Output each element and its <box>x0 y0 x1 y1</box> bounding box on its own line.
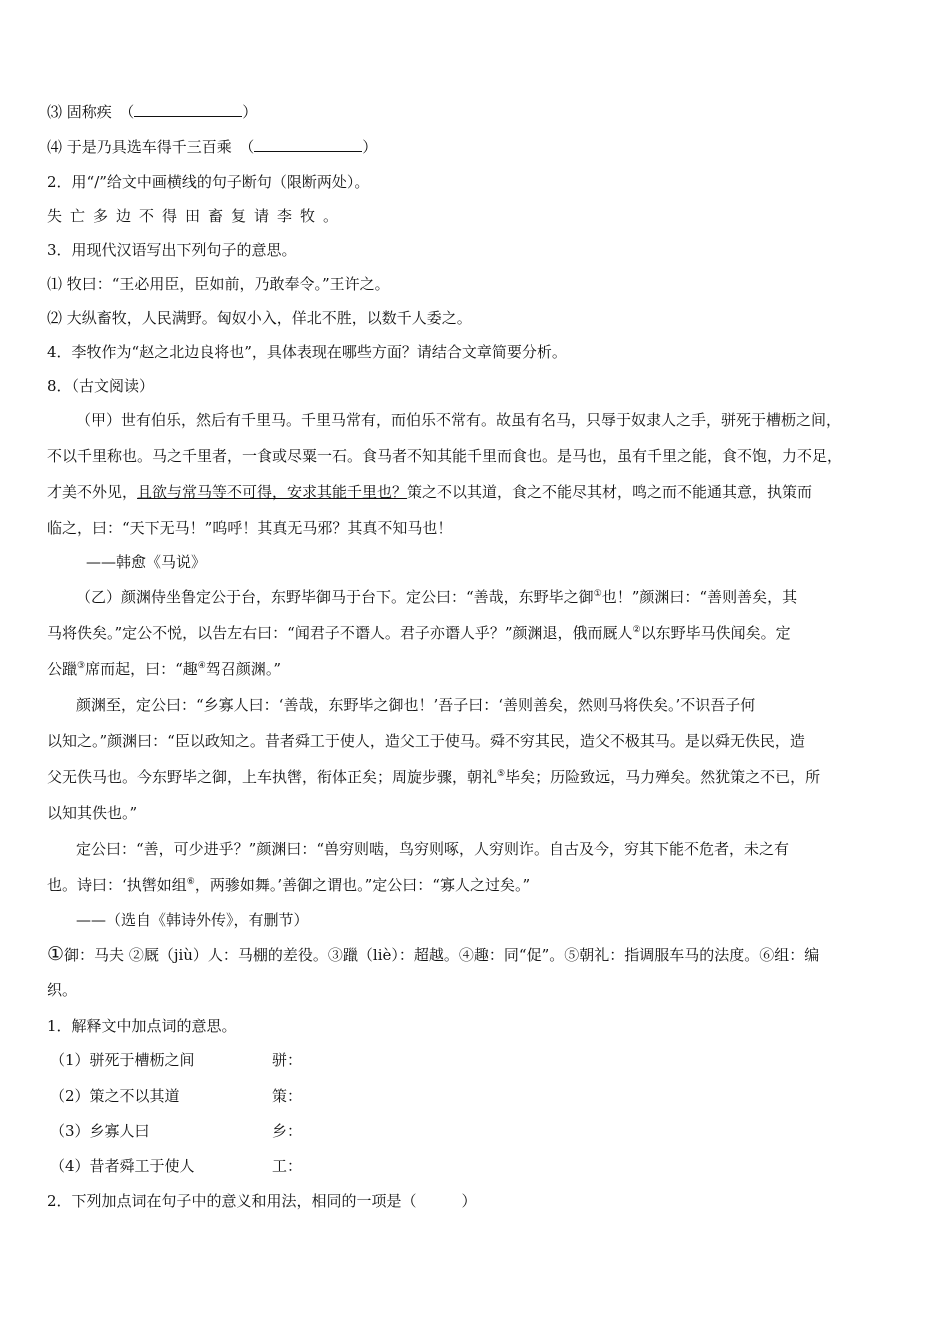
q8-question-2: 2．下列加点词在句子中的意义和用法，相同的一项是（ ） <box>47 1192 477 1210</box>
passage-yi-line: 马将佚矣。”定公不悦，以告左右曰：“闻君子不谮人。君子亦谮人乎？”颜渊退，俄而厩人②以东野毕马佚闻矣。定 <box>47 624 791 642</box>
passage-yi-line: 公躐③席而起，曰：“趣④驾召颜渊。” <box>47 660 282 678</box>
footnote-ref: ④ <box>197 661 206 671</box>
passage-jia-line: 才美不外见，且欲与常马等不可得，安求其能千里也？策之不以其道，食之不能尽其材，鸣之而不能通其意，执策而 <box>47 483 813 501</box>
answer-blank[interactable] <box>134 102 242 117</box>
q7-item3: ⑶ 固称疾 （ ） <box>47 103 258 121</box>
q7-punctuation-sentence: 失亡多边不得田畜复请李牧。 <box>47 207 347 225</box>
footnote-ref: ③ <box>77 661 86 671</box>
q8-question-1: 1．解释文中加点词的意思。 <box>47 1017 237 1035</box>
q8-word-item: （3）乡寡人曰 乡： <box>50 1122 303 1140</box>
passage-jia-line: 临之，曰：“天下无马！”呜呼！其真无马邪？其真不知马也！ <box>47 519 453 537</box>
footnotes-cont: 织。 <box>47 981 78 999</box>
passage-jia-line: 不以千里称也。马之千里者，一食或尽粟一石。食马者不知其能千里而食也。是马也，虽有千里之能，食不饱，力不足， <box>47 447 843 465</box>
passage-yi-line: 父无佚马也。今东野毕之御，上车执辔，衔体正矣；周旋步骤，朝礼⑤毕矣；历险致远，马力殚矣。然犹策之不已，所 <box>47 768 821 786</box>
q7-question-3: 3．用现代汉语写出下列句子的意思。 <box>47 241 297 259</box>
q7-question-2: 2．用“/”给文中画横线的句子断句（限断两处）。 <box>47 173 370 191</box>
footnote-ref: ① <box>593 589 602 599</box>
underlined-sentence: 且欲与常马等不可得，安求其能千里也？ <box>137 483 408 501</box>
passage-jia-source: ——韩愈《马说》 <box>86 553 207 571</box>
passage-yi-line: 颜渊至，定公曰：“乡寡人曰：‘善哉，东野毕之御也！’吾子曰：‘善则善矣，然则马将佚矣。’不识吾子何 <box>76 696 756 714</box>
passage-yi-line: 也。诗曰：‘执辔如组⑥，两骖如舞。’善御之谓也。”定公曰：“寡人之过矣。” <box>47 876 531 894</box>
passage-yi-line: 以知之。”颜渊曰：“臣以政知之。昔者舜工于使人，造父工于使马。舜不穷其民，造父不极其马。是以舜无佚民，造 <box>47 732 805 750</box>
passage-yi-line: 以知其佚也。” <box>47 804 138 822</box>
footnote-ref: ⑤ <box>497 769 506 779</box>
footnote-mark: ① <box>47 943 65 965</box>
footnotes: ①御：马夫 ②厩（jiù）人：马棚的差役。③躐（liè）：超越。④趣：同“促”。⑤朝礼：指调服车马的法度。⑥组：编 <box>47 943 820 965</box>
passage-jia-line: （甲）世有伯乐，然后有千里马。千里马常有，而伯乐不常有。故虽有名马，只辱于奴隶人之手，骈死于槽枥之间， <box>76 411 842 429</box>
passage-yi-line: 定公曰：“善，可少进乎？”颜渊曰：“兽穷则啮，鸟穷则啄，人穷则诈。自古及今，穷其下能不危者，未之有 <box>76 840 790 858</box>
q7-question-3-2: ⑵ 大纵畜牧，人民满野。匈奴小入，佯北不胜，以数千人委之。 <box>47 309 472 327</box>
answer-blank[interactable] <box>254 137 362 152</box>
q7-question-4: 4．李牧作为“赵之北边良将也”，具体表现在哪些方面？请结合文章简要分析。 <box>47 343 567 361</box>
q8-word-item: （4）昔者舜工于使人 工： <box>50 1157 303 1175</box>
footnote-ref: ② <box>632 625 641 635</box>
q8-header: 8．（古文阅读） <box>47 377 155 395</box>
footnote-ref: ⑥ <box>186 877 195 887</box>
passage-yi-line: （乙）颜渊侍坐鲁定公于台，东野毕御马于台下。定公曰：“善哉，东野毕之御①也！”颜渊曰：“善则善矣，其 <box>76 588 798 606</box>
q8-word-item: （2）策之不以其道 策： <box>50 1087 303 1105</box>
q7-item4: ⑷ 于是乃具选车得千三百乘 （ ） <box>47 138 378 156</box>
passage-yi-source: ——（选自《韩诗外传》，有删节） <box>76 911 309 929</box>
q7-question-3-1: ⑴ 牧曰：“王必用臣，臣如前，乃敢奉令。”王许之。 <box>47 275 390 293</box>
q8-word-item: （1）骈死于槽枥之间 骈： <box>50 1051 303 1069</box>
